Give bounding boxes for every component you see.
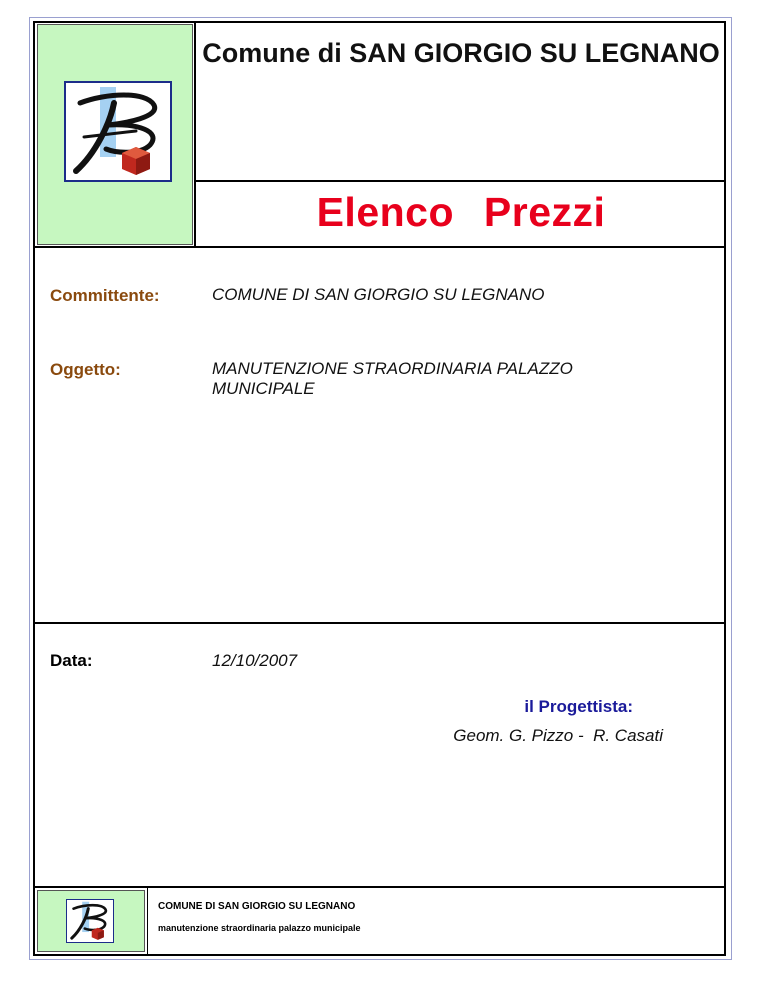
progettista-names: Geom. G. Pizzo - R. Casati [453, 726, 663, 745]
data-value: 12/10/2007 [212, 651, 298, 670]
logo-panel [37, 24, 193, 245]
footer-logo-panel [37, 890, 145, 952]
oggetto-value-line1: MANUTENZIONE STRAORDINARIA PALAZZO [212, 359, 573, 378]
document-title: Elenco Prezzi [316, 189, 606, 235]
footer-divider [147, 888, 148, 954]
committente-label: Committente: [50, 286, 160, 305]
footer-organization: COMUNE DI SAN GIORGIO SU LEGNANO [158, 901, 356, 912]
footer-subject: manutenzione straordinaria palazzo municipale [158, 923, 361, 933]
header-divider-horizontal [194, 180, 726, 182]
footer-studio-logo-icon [66, 899, 114, 943]
organization-title: Comune di SAN GIORGIO SU LEGNANO [202, 38, 720, 68]
committente-value: COMUNE DI SAN GIORGIO SU LEGNANO [212, 285, 545, 304]
footer-rule [33, 886, 726, 888]
middle-rule [33, 622, 726, 624]
header-bottom-rule [33, 246, 726, 248]
oggetto-label: Oggetto: [50, 360, 121, 379]
data-label: Data: [50, 651, 93, 670]
oggetto-value-line2: MUNICIPALE [212, 379, 315, 398]
studio-logo-icon [64, 81, 172, 182]
progettista-label: il Progettista: [524, 697, 633, 716]
